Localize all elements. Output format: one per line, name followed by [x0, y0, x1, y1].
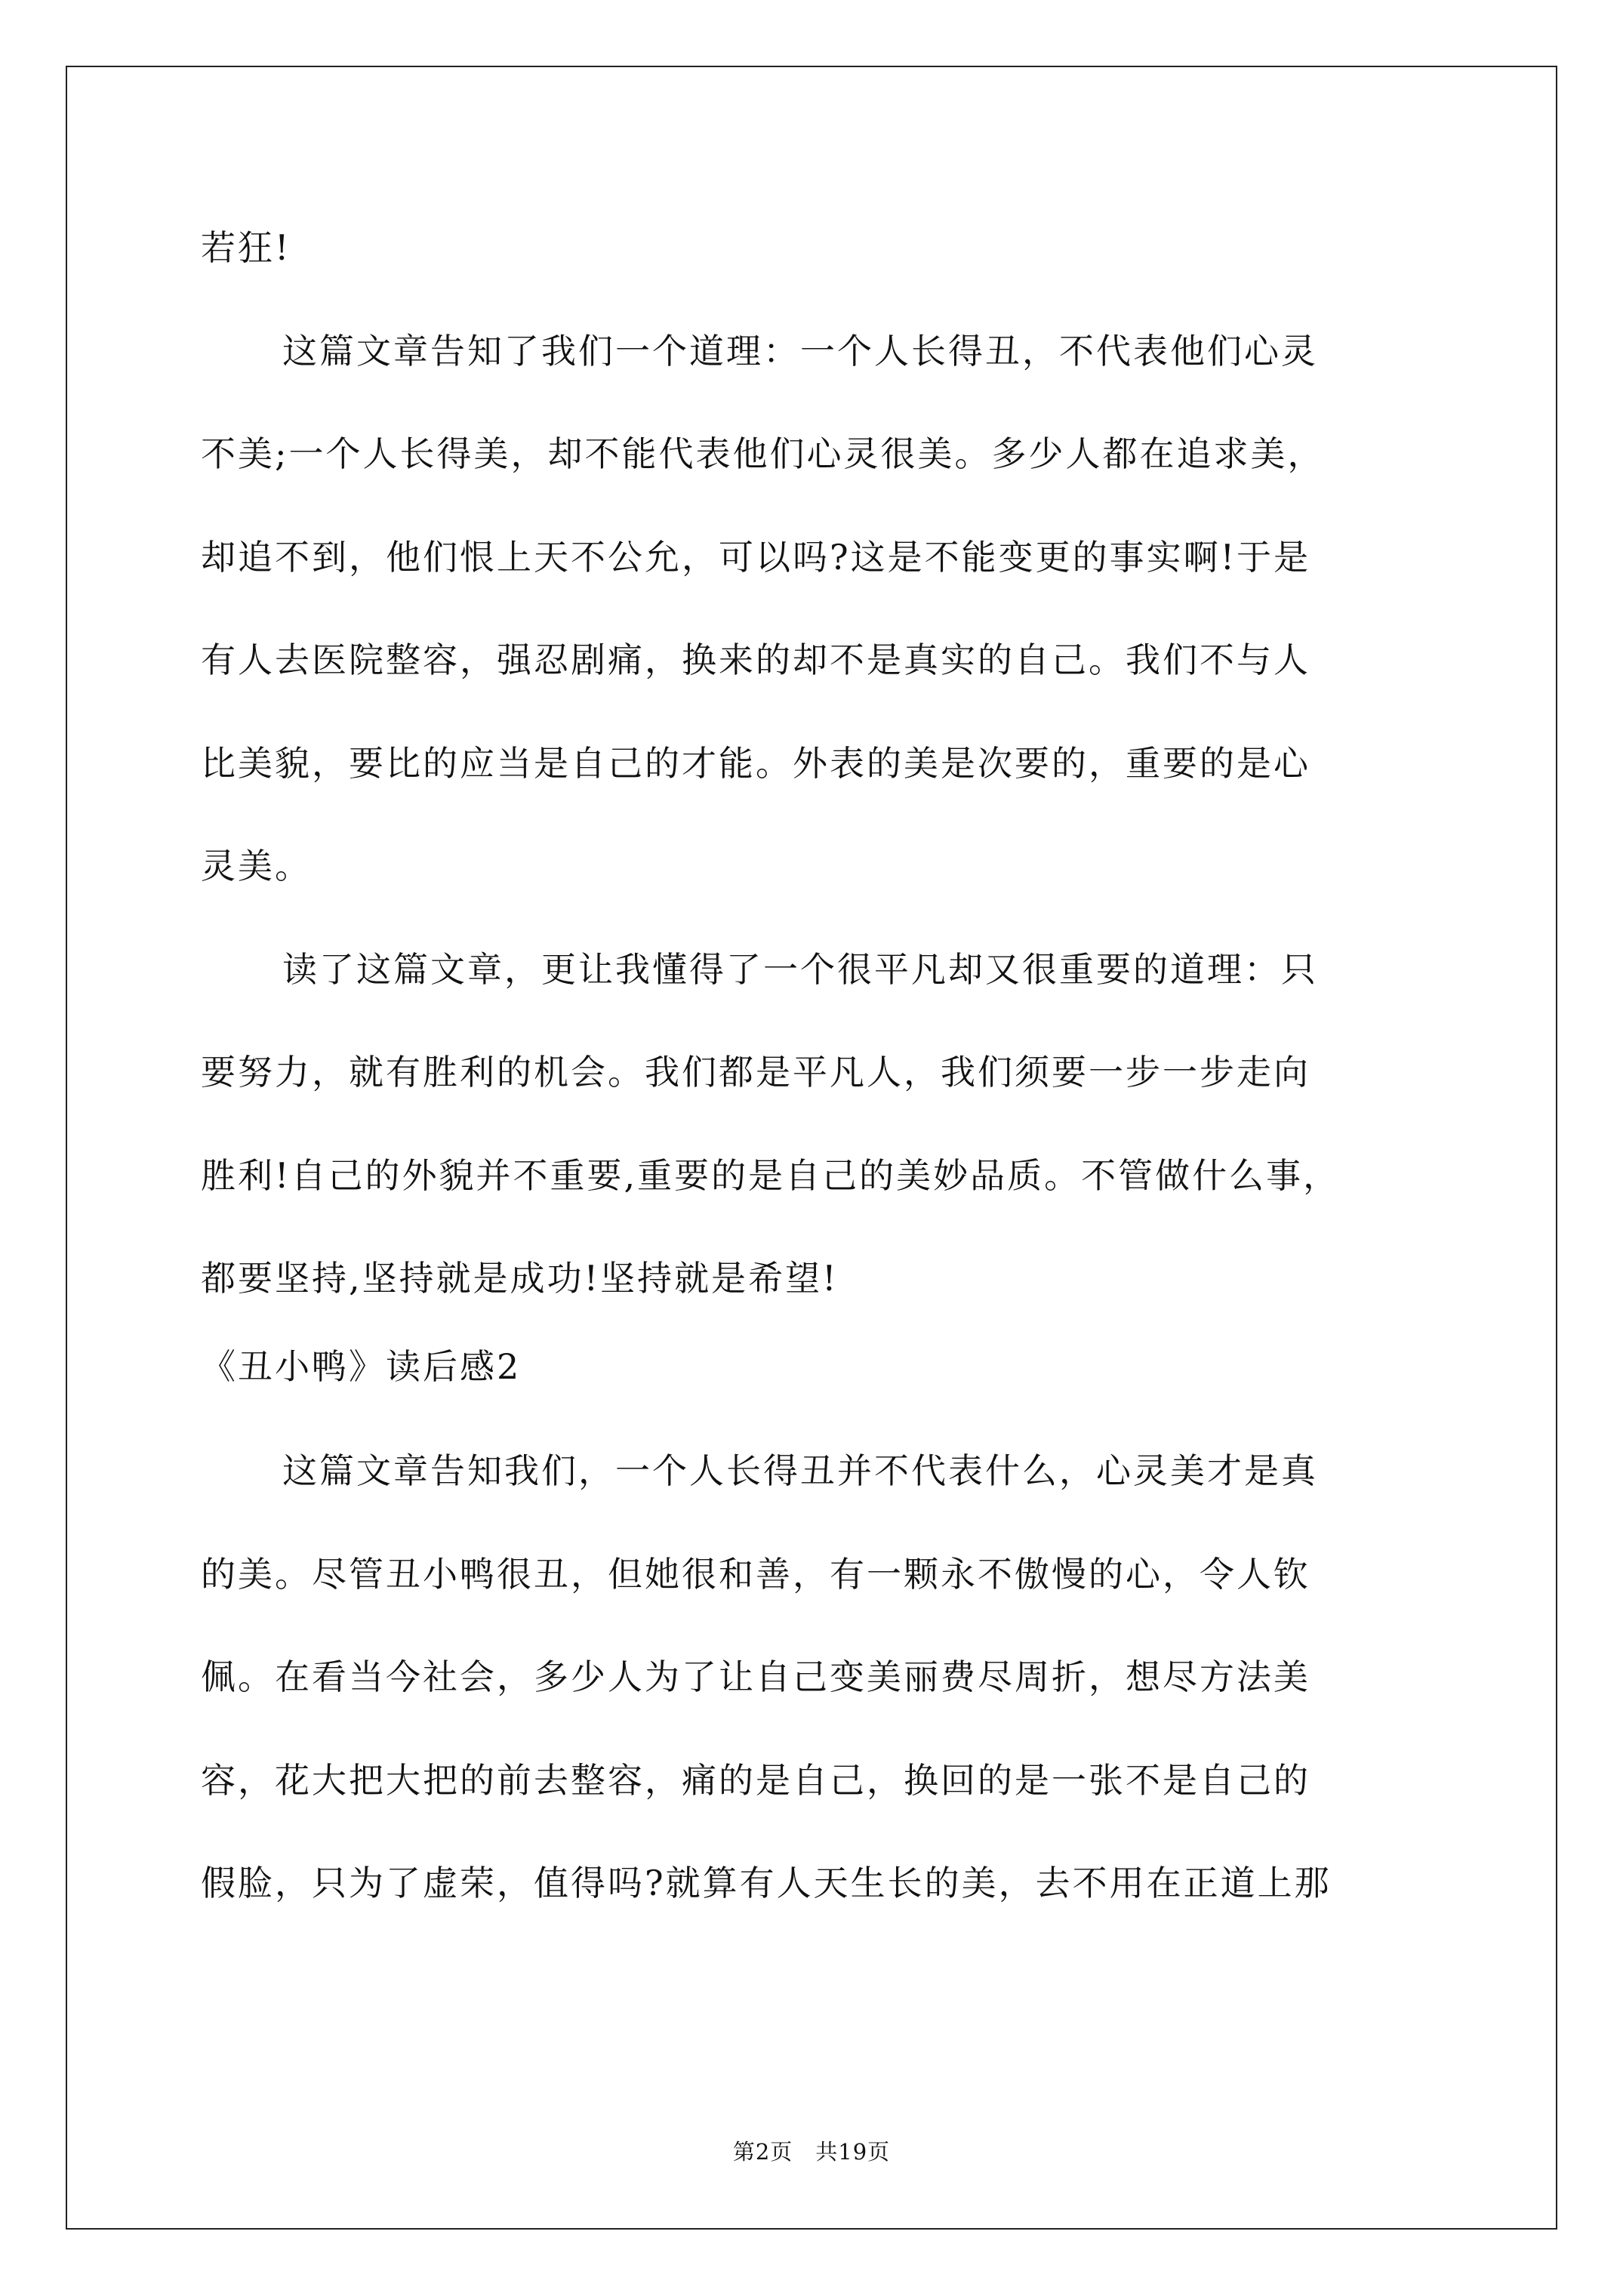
text-line: 不美;一个人长得美，却不能代表他们心灵很美。多少人都在追求美， — [201, 433, 1325, 474]
text-line: 若狂! — [201, 227, 291, 268]
text-line: 假脸，只为了虚荣，值得吗?就算有人天生长的美，去不用在正道上那 — [201, 1863, 1332, 1903]
text-line: 却追不到，他们恨上天不公允，可以吗?这是不能变更的事实啊!于是 — [201, 537, 1311, 578]
text-line: 有人去医院整容，强忍剧痛，换来的却不是真实的自己。我们不与人 — [201, 639, 1310, 680]
text-line: 都要坚持,坚持就是成功!坚持就是希望! — [201, 1258, 839, 1299]
text-line: 灵美。 — [201, 846, 312, 886]
paragraph-start-line: 这篇文章告知了我们一个道理：一个人长得丑，不代表他们心灵 — [282, 331, 1318, 371]
text-line: 的美。尽管丑小鸭很丑，但她很和善，有一颗永不傲慢的心，令人钦 — [201, 1554, 1310, 1595]
paragraph-start-line: 读了这篇文章，更让我懂得了一个很平凡却又很重要的道理：只 — [282, 949, 1318, 990]
section-heading: 《丑小鸭》读后感2 — [201, 1346, 522, 1387]
paragraph-start-line: 这篇文章告知我们，一个人长得丑并不代表什么，心灵美才是真 — [282, 1450, 1318, 1491]
text-line: 佩。在看当今社会，多少人为了让自己变美丽费尽周折，想尽方法美 — [201, 1657, 1310, 1697]
text-line: 要努力，就有胜利的机会。我们都是平凡人，我们须要一步一步走向 — [201, 1052, 1310, 1093]
page-number-footer: 第2页 共19页 — [732, 2139, 891, 2165]
text-line: 胜利!自己的外貌并不重要,重要的是自己的美妙品质。不管做什么事， — [201, 1155, 1341, 1196]
text-line: 容，花大把大把的前去整容，痛的是自己，换回的是一张不是自己的 — [201, 1760, 1310, 1801]
text-line: 比美貌，要比的应当是自己的才能。外表的美是次要的，重要的是心 — [201, 743, 1310, 784]
